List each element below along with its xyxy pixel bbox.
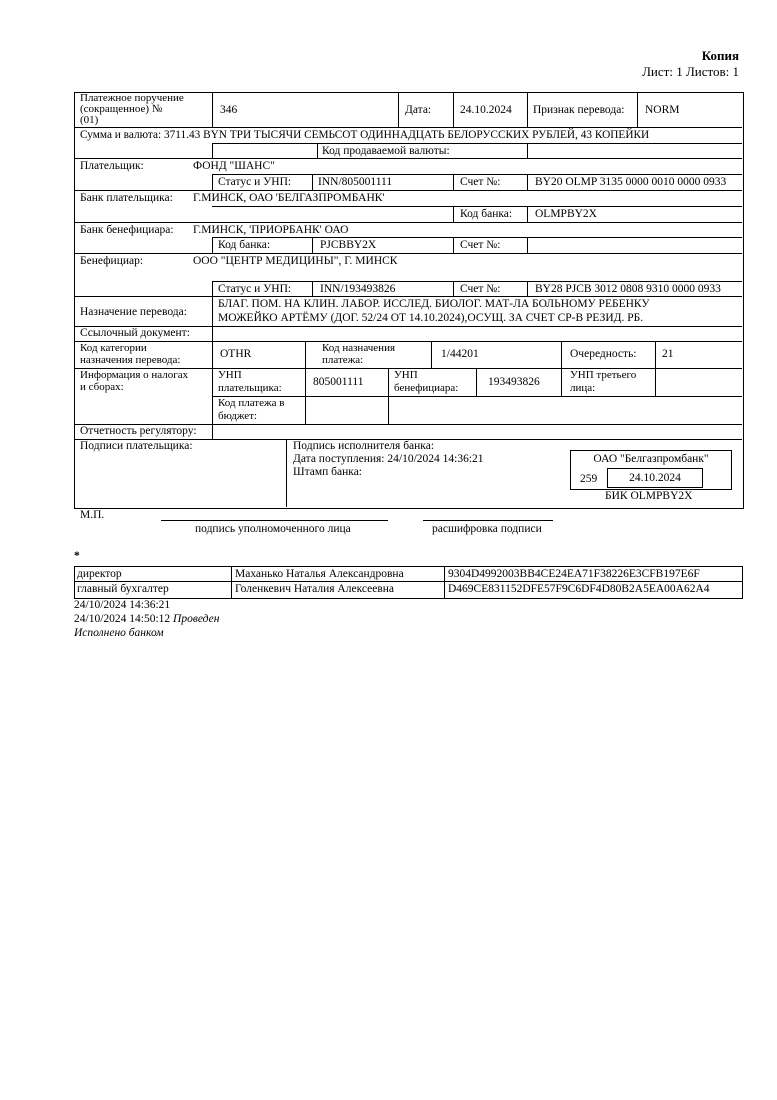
col-divider [527, 206, 528, 222]
col-divider [286, 439, 287, 507]
budget-code-label: Код платежа в [218, 397, 285, 409]
third-unp-label: лица: [570, 382, 596, 394]
signer-name: Маханько Наталья Александровна [235, 568, 404, 580]
sheet-count: Лист: 1 Листов: 1 [642, 64, 739, 79]
col-divider [527, 281, 528, 296]
col-divider [431, 341, 432, 368]
ben-unp-tax: 193493826 [488, 376, 540, 388]
row-divider [212, 143, 742, 144]
payer-bank-code-label: Код банка: [460, 208, 513, 220]
sold-currency-label: Код продаваемой валюты: [322, 145, 450, 157]
purpose-label: Назначение перевода: [80, 306, 187, 318]
order-title-line: Платежное поручение [80, 92, 184, 104]
beneficiary-bank-code: PJCBBY2X [320, 239, 377, 251]
payer-unp-tax-label: УНП [218, 369, 242, 381]
payer-label: Плательщик: [80, 160, 144, 172]
amount-text: Сумма и валюта: 3711.43 BYN ТРИ ТЫСЯЧИ СЕМЬСОТ ОДИННАДЦАТЬ БЕЛОРУССКИХ РУБЛЕЙ, 43 КОПЕЙКИ [80, 129, 650, 141]
col-divider [561, 341, 562, 368]
payer-signatures-label: Подписи плательщика: [80, 440, 193, 452]
signature-line [423, 520, 553, 521]
row-divider [74, 341, 742, 342]
row-divider [74, 296, 742, 297]
reference-doc-label: Ссылочный документ: [80, 327, 190, 339]
signer-hash: 9304D4992003BB4CE24EA71F38226E3CFB197E6F [448, 568, 700, 580]
payer-account: BY20 OLMP 3135 0000 0010 0000 0933 [535, 176, 727, 188]
signers-col-divider [231, 566, 232, 598]
purpose-line: БЛАГ. ПОМ. НА КЛИН. ЛАБОР. ИССЛЕД. БИОЛОГ. МАТ-ЛА БОЛЬНОМУ РЕБЕНКУ [218, 298, 650, 310]
log-line: 24/10/2024 14:36:21 [74, 599, 171, 611]
payer-unp-tax-label: плательщика: [218, 382, 282, 394]
row-divider [212, 396, 742, 397]
row-divider [212, 237, 742, 238]
col-divider [527, 237, 528, 253]
beneficiary-name: ООО "ЦЕНТР МЕДИЦИНЫ", Г. МИНСК [193, 255, 398, 267]
payer-account-label: Счет №: [460, 176, 501, 188]
order-date: 24.10.2024 [460, 104, 512, 116]
bank-signature-line: Дата поступления: 24/10/2024 14:36:21 [293, 453, 484, 465]
taxes-label: Информация о налогах [80, 369, 189, 381]
log-line [74, 613, 219, 626]
order-title-line: (сокращенное) № [80, 103, 163, 115]
col-divider [453, 237, 454, 253]
col-divider [453, 206, 454, 222]
col-divider [476, 368, 477, 396]
authorized-sign-caption: подпись уполномоченного лица [195, 523, 351, 535]
col-divider [317, 143, 318, 158]
signer-role: директор [77, 568, 122, 580]
signer-name: Голенкевич Наталия Алексеевна [235, 583, 395, 595]
signature-line [161, 520, 388, 521]
mp-label: М.П. [80, 509, 105, 521]
purpose-code: 1/44201 [441, 348, 479, 360]
bank-stamp [570, 450, 732, 490]
stamp-number: 259 [580, 473, 598, 485]
ben-unp-tax-label: УНП [394, 369, 418, 381]
beneficiary-account-label: Счет №: [460, 283, 501, 295]
col-divider [212, 143, 213, 158]
order-title-line: (01) [80, 114, 99, 126]
beneficiary-bank-account-label: Счет №: [460, 239, 501, 251]
col-divider [527, 174, 528, 190]
stamp-bank-name: ОАО "Белгазпромбанк" [593, 453, 709, 465]
priority: 21 [662, 348, 674, 360]
beneficiary-label: Бенефициар: [80, 255, 144, 267]
row-divider [74, 127, 742, 128]
row-divider [74, 222, 742, 223]
row-divider [74, 158, 742, 159]
transfer-sign: NORM [645, 104, 680, 116]
order-number: 346 [220, 104, 238, 116]
beneficiary-status-label: Статус и УНП: [218, 283, 292, 295]
col-divider [655, 368, 656, 396]
payer-bank-name: Г.МИНСК, ОАО 'БЕЛГАЗПРОМБАНК' [193, 192, 385, 204]
beneficiary-unp: INN/193493826 [320, 283, 396, 295]
col-divider [655, 341, 656, 368]
category-label: назначения перевода: [80, 354, 181, 366]
col-divider [305, 341, 306, 424]
purpose-code-label: платежа: [322, 354, 364, 366]
col-divider [312, 237, 313, 253]
col-divider [637, 92, 638, 127]
row-divider [212, 206, 742, 207]
stamp-date: 24.10.2024 [629, 472, 681, 484]
col-divider [212, 281, 213, 296]
purpose-line: МОЖЕЙКО АРТЁМУ (ДОГ. 52/24 ОТ 14.10.2024),ОСУЩ. ЗА СЧЕТ СР-В РЕЗИД. РБ. [218, 312, 644, 324]
log-date: 24/10/2024 14:50:12 [74, 613, 171, 625]
col-divider [388, 368, 389, 424]
stamp-bic: БИК OLMPBY2X [605, 490, 693, 502]
third-unp-label: УНП третьего [570, 369, 637, 381]
col-divider [312, 174, 313, 190]
stamp-date-box [607, 468, 703, 488]
beneficiary-bank-code-label: Код банка: [218, 239, 271, 251]
ben-unp-tax-label: бенефициара: [394, 382, 459, 394]
col-divider [212, 174, 213, 190]
col-divider [212, 296, 213, 341]
category-code: OTHR [220, 348, 252, 360]
beneficiary-bank-name: Г.МИНСК, 'ПРИОРБАНК' ОАО [193, 224, 349, 236]
col-divider [561, 368, 562, 396]
col-divider [312, 281, 313, 296]
payer-unp-tax: 805001111 [313, 376, 364, 388]
row-divider [212, 281, 742, 282]
beneficiary-bank-label: Банк бенефициара: [80, 224, 174, 236]
category-label: Код категории [80, 342, 147, 354]
col-divider [527, 92, 528, 127]
col-divider [212, 92, 213, 127]
col-divider [398, 92, 399, 127]
col-divider [453, 92, 454, 127]
copy-label: Копия [701, 48, 739, 63]
col-divider [527, 143, 528, 158]
bank-signature-line: Подпись исполнителя банка: [293, 440, 435, 452]
priority-label: Очередность: [570, 348, 637, 360]
row-divider [212, 174, 742, 175]
regulator-label: Отчетность регулятору: [80, 425, 197, 437]
col-divider [212, 237, 213, 253]
row-divider [74, 253, 742, 254]
asterisk: * [74, 550, 80, 562]
payer-bank-label: Банк плательщика: [80, 192, 173, 204]
row-divider [74, 190, 742, 191]
payer-name: ФОНД "ШАНС" [193, 160, 275, 172]
log-line: Исполнено банком [74, 627, 164, 639]
budget-code-label: бюджет: [218, 410, 258, 422]
col-divider [453, 281, 454, 296]
payer-bank-code: OLMPBY2X [535, 208, 597, 220]
col-divider [453, 174, 454, 190]
payer-unp: INN/805001111 [318, 176, 393, 188]
decode-sign-caption: расшифровка подписи [432, 523, 542, 535]
beneficiary-account: BY28 PJCB 3012 0808 9310 0000 0933 [535, 283, 721, 295]
taxes-label: и сборах: [80, 381, 124, 393]
signer-hash: D469CE831152DFE57F9C6DF4D80B2A5EA00A62A4 [448, 583, 710, 595]
signer-role: главный бухгалтер [77, 583, 169, 595]
date-label: Дата: [405, 104, 432, 116]
transfer-sign-label: Признак перевода: [533, 104, 625, 116]
signers-divider [74, 581, 742, 582]
col-divider [212, 341, 213, 439]
log-status: Проведен [173, 613, 220, 625]
payer-status-label: Статус и УНП: [218, 176, 292, 188]
signers-col-divider [444, 566, 445, 598]
purpose-code-label: Код назначения [322, 342, 396, 354]
bank-signature-line: Штамп банка: [293, 466, 362, 478]
